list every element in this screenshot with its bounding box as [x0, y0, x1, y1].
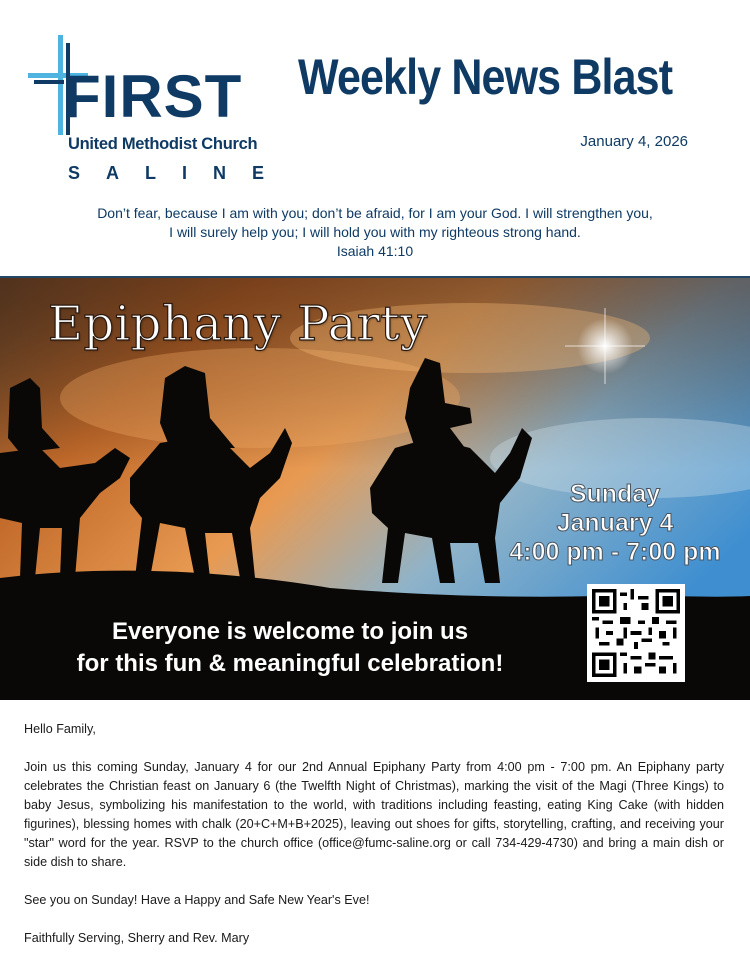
closing-message: See you on Sunday! Have a Happy and Safe New Year's Eve!	[24, 893, 370, 907]
newsletter-body	[24, 720, 724, 967]
verse-line: Don’t fear, because I am with you; don’t be afraid, for I am your God. I will strengthen you,	[97, 205, 653, 221]
qr-code-icon[interactable]	[587, 584, 685, 682]
event-time: 4:00 pm - 7:00 pm	[509, 538, 721, 566]
event-description: Join us this coming Sunday, January 4 for our 2nd Annual Epiphany Party from 4:00 pm - 7:00 pm. An Epiphany party celebrates the Christian feast on January 6 (the Twelfth Night of Christmas), marking the visit of the Magi (Three Kings) to baby Jesus, symbolizing his manifestation to the world, with traditions including feasting, eating King Cake (with hidden figurines), blessing homes with chalk (20+C+M+B+2025), leaving out shoes for gifts, storytelling, crafting, and receiving your "star" word for the year. RSVP to the church office (office@fumc-saline.org or call 734-429-4730) and bring a main dish or side dish to share.	[24, 760, 724, 869]
welcome-message	[30, 616, 550, 680]
logo-church-name: United Methodist Church	[68, 135, 258, 153]
newsletter-date: January 4, 2026	[580, 133, 688, 150]
newsletter-title: Weekly News Blast	[298, 49, 673, 105]
signature: Faithfully Serving, Sherry and Rev. Mary	[24, 931, 250, 945]
qr-code-pattern	[592, 589, 680, 677]
logo-first-text: FIRST	[64, 63, 243, 130]
church-logo	[28, 35, 291, 185]
event-title: Epiphany Party	[48, 296, 428, 352]
event-date: January 4	[556, 509, 674, 537]
event-datetime	[490, 480, 740, 567]
verse-reference: Isaiah 41:10	[336, 243, 414, 259]
event-day: Sunday	[569, 480, 661, 508]
welcome-line: Everyone is welcome to join us	[111, 618, 469, 645]
logo-city: SALINE	[68, 163, 291, 183]
verse-line: I will surely help you; I will hold you with my righteous strong hand.	[169, 224, 581, 240]
welcome-line: for this fun & meaningful celebration!	[76, 650, 504, 677]
greeting: Hello Family,	[24, 722, 96, 736]
scripture-verse	[0, 204, 750, 261]
epiphany-party-banner	[0, 276, 750, 700]
newsletter-header	[0, 0, 750, 276]
